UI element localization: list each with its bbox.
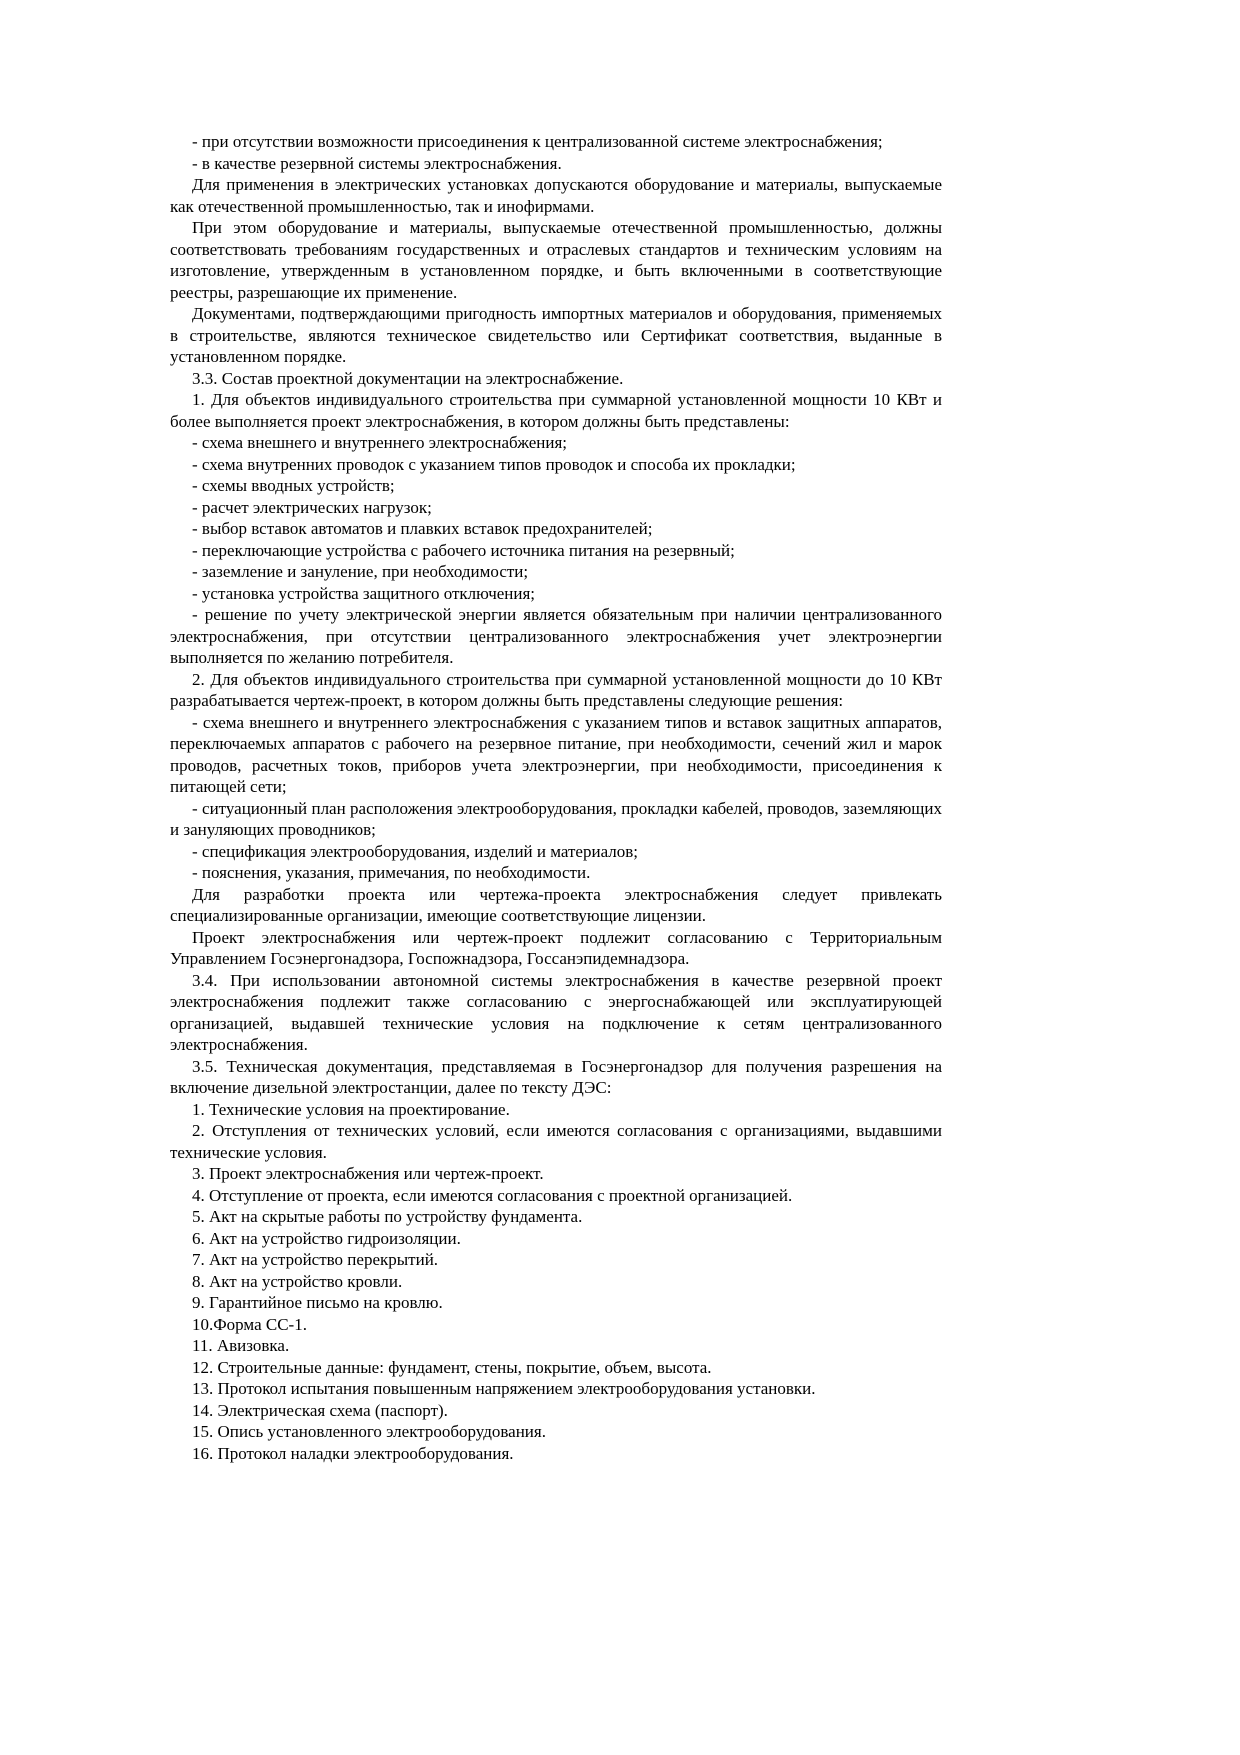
paragraph: Для применения в электрических установках допускаются оборудование и материалы, выпускаемые как отечественной промышленностью, так и инофирмами.	[170, 175, 942, 216]
paragraph: - схемы вводных устройств;	[192, 476, 395, 495]
paragraph: Для разработки проекта или чертежа-проекта электроснабжения следует привлекать специализированные организации, имеющие соответствующие лицензии.	[170, 884, 942, 925]
paragraph: 1. Технические условия на проектирование.	[192, 1099, 510, 1119]
paragraph: - ситуационный план расположения электрооборудования, прокладки кабелей, проводов, заземляющих и зануляющих проводников;	[170, 798, 942, 839]
paragraph: 3.3. Состав проектной документации на электроснабжение.	[192, 368, 624, 388]
paragraph: 5. Акт на скрытые работы по устройству фундамента.	[192, 1207, 583, 1226]
paragraph: 2. Для объектов индивидуального строительства при суммарной установленной мощности до 10 КВт разрабатывается чертеж-проект, в котором должны быть представлены следующие решения:	[170, 669, 942, 710]
paragraph: 9. Гарантийное письмо на кровлю.	[192, 1293, 443, 1312]
paragraph: - переключающие устройства с рабочего источника питания на резервный;	[192, 540, 735, 560]
paragraph: - решение по учету электрической энергии является обязательным при наличии централизованного электроснабжения, при отсутствии централизованного электроснабжения учет электроэнергии выполняется по желанию потребителя.	[170, 605, 942, 667]
paragraph: 15. Опись установленного электрооборудования.	[192, 1422, 546, 1441]
paragraph: - расчет электрических нагрузок;	[192, 497, 432, 517]
paragraph: - схема внешнего и внутреннего электроснабжения с указанием типов и вставок защитных аппаратов, переключаемых аппаратов с рабочего на резервное питание, при необходимости, сечений жил и марок проводов, расчетных токов, приборов учета электроэнергии, при необходимости, присоединения к питающей сети;	[170, 712, 942, 796]
paragraph: 6. Акт на устройство гидроизоляции.	[192, 1228, 461, 1248]
paragraph: 8. Акт на устройство кровли.	[192, 1271, 403, 1291]
paragraph: 10.Форма СС-1.	[192, 1314, 307, 1334]
paragraph: 7. Акт на устройство перекрытий.	[192, 1250, 439, 1269]
paragraph: 14. Электрическая схема (паспорт).	[192, 1400, 448, 1420]
paragraph: 11. Авизовка.	[192, 1336, 290, 1355]
paragraph: 3.5. Техническая документация, представляемая в Госэнергонадзор для получения разрешения на включение дизельной электростанции, далее по тексту ДЭС:	[170, 1056, 942, 1097]
paragraph: - при отсутствии возможности присоединения к централизованной системе электроснабжения;	[192, 132, 883, 151]
document-body	[170, 131, 942, 1464]
paragraph: 12. Строительные данные: фундамент, стены, покрытие, объем, высота.	[192, 1357, 712, 1377]
paragraph: 1. Для объектов индивидуального строительства при суммарной установленной мощности 10 КВт и более выполняется проект электроснабжения, в котором должны быть представлены:	[170, 390, 942, 431]
paragraph: - спецификация электрооборудования, изделий и материалов;	[192, 841, 639, 861]
paragraph: 16. Протокол наладки электрооборудования.	[192, 1443, 514, 1463]
paragraph: 2. Отступления от технических условий, если имеются согласования с организациями, выдавшими технические условия.	[170, 1121, 942, 1162]
paragraph: - в качестве резервной системы электроснабжения.	[192, 153, 562, 173]
paragraph: - пояснения, указания, примечания, по необходимости.	[192, 863, 591, 882]
paragraph: 3. Проект электроснабжения или чертеж-проект.	[192, 1164, 544, 1183]
paragraph: 13. Протокол испытания повышенным напряжением электрооборудования установки.	[192, 1379, 816, 1398]
paragraph: 3.4. При использовании автономной системы электроснабжения в качестве резервной проект электроснабжения подлежит также согласованию с энергоснабжающей или эксплуатирующей организацией, выдавшей технические условия на подключение к сетям централизованного электроснабжения.	[170, 970, 942, 1054]
paragraph: 4. Отступление от проекта, если имеются согласования с проектной организацией.	[192, 1185, 793, 1205]
paragraph: - установка устройства защитного отключения;	[192, 583, 536, 603]
paragraph: - заземление и зануление, при необходимости;	[192, 562, 529, 581]
paragraph: - схема внешнего и внутреннего электроснабжения;	[192, 433, 568, 452]
paragraph: Проект электроснабжения или чертеж-проект подлежит согласованию с Территориальным Управлением Госэнергонадзора, Госпожнадзора, Госсанэпидемнадзора.	[170, 927, 942, 968]
paragraph: Документами, подтверждающими пригодность импортных материалов и оборудования, применяемых в строительстве, являются техническое свидетельство или Сертификат соответствия, выданные в установленном порядке.	[170, 304, 942, 366]
paragraph: - схема внутренних проводок с указанием типов проводок и способа их прокладки;	[192, 454, 796, 474]
paragraph: - выбор вставок автоматов и плавких вставок предохранителей;	[192, 519, 653, 538]
paragraph: При этом оборудование и материалы, выпускаемые отечественной промышленностью, должны соответствовать требованиям государственных и отраслевых стандартов и техническим условиям на изготовление, утвержденным в установленном порядке, и быть включенными в соответствующие реестры, разрешающие их применение.	[170, 218, 942, 302]
